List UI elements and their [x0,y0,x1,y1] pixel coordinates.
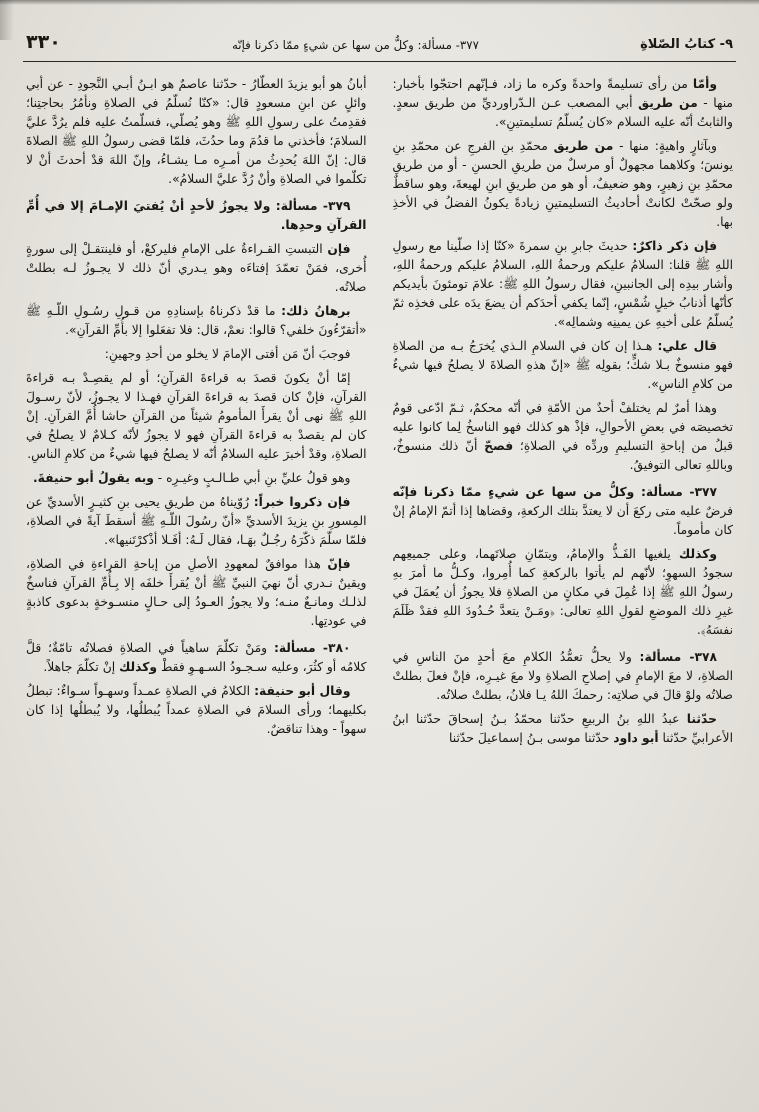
paragraph-lead: حدّثنا [686,712,717,726]
paragraph-text: ما قدْ ذكرناهُ بإسنادِهِ من قـولِ رسُـولِ اللّـهِ ﷺ «أتقرّءُونَ خلفي؟ قالوا: نعمْ، قال: فلا تفعَلوا إلا بأُمِّ القرآنِ». [26,304,367,337]
masala-379 [26,197,367,235]
paragraph-text: الكلامُ في الصلاةِ عمـداً وسهـواً سـواءٌ: تبطلُ بكليهما؛ ورأى السلامَ في الصلاةِ عمداً يُبطلُها، ولا يُبطلُها إذا كان سهواً - وهذا تناقضٌ. [26,684,367,736]
column-left [26,75,367,1096]
paragraph [393,237,734,332]
paragraph [26,469,367,488]
paragraph [393,399,734,475]
paragraph-text: إنْ تكلّمَ جاهلاً. [43,660,120,674]
scan-edge-artifact [0,0,759,5]
paragraph-bold-mid: فصحّ [484,439,514,453]
paragraph-lead: ٣٨٠- مسألة: [273,641,351,655]
paragraph [393,337,734,394]
paragraph-text: عبدُ اللهِ بنُ الربيعِ حدّثنا محمّدُ بـنُ إسحاقَ حدّثنا ابنُ الأعرابيِّ حدّثنا [392,712,733,745]
page-number: ٣٣٠ [26,31,61,53]
paragraph [26,682,367,739]
paragraph-lead: ٣٧٩- مسألة: ولا يجوزُ لأحدٍ أنْ يُفتيَ الإمـامَ إلا في أُمِّ القرآنِ وحدِها. [26,199,367,232]
paragraph-text: يلغيها الفَـذُّ والإمامُ، ويتمّانِ صلاتَهما، وعلى جميعِهم سجودُ السهوِ؛ لأنّهم لم يأتوا بالركعةِ كما أُمِروا، وكـلُّ ما أمرَ بهِ رسولُ اللهِ ﷺ إذا عُمِلَ في مكانٍ من الصلاةِ فلا يجوزُ أن يُعمَلَ في غيرِ ذلك الموضعِ لقولِ اللهِ تعالى: ﴿ومَـنْ يتعدَّ حُـدُودَ اللهِ فقدْ ظَلَمَ نفسَهُ﴾. [392,547,733,637]
running-title: ٣٧٧- مسألة: وكلُّ من سها عن شيءٍ ممّا ذكرنا فإنّه [231,38,479,52]
paragraph [26,345,367,364]
paragraph-text: إمّا أنْ يكونَ قصدَ به قراءةَ القرآنِ؛ أو لم يقصِـدْ بـه قراءةَ القرآنِ، فإنْ كان قصدَ به قراءةَ القرآنِ فهـذا لا يجـوزُ، لأنّ رسـولَ اللهِ ﷺ نهى أنْ يقرأَ المأمومُ شيئاً من القرآنِ حاشا أُمَّ القرآنِ. إنْ كان لم يقصدْ به قراءةَ القرآنِ فهو لا يجوزُ لأنّه كـلامٌ لا يصلحُ في الصلاةِ، وقدْ أخبرَ عليه السلامُ أنّه لا يصلحُ فيها شيءٌ من كلامِ الناسِ. [26,371,367,461]
paragraph-text: التبستِ القـراءةُ على الإمامِ فليركعْ، أو فلينتقـلْ إلى سورةٍ أُخرى، فمَنْ تعمّدَ إفتاءَه وهو يـدري أنّ ذلك لا يجـوزُ لـه بطلتْ صلاتُه. [26,242,367,294]
scan-smudge-artifact [0,0,14,40]
paragraph [26,369,367,464]
paragraph-lead: برهانُ ذلك: [281,304,351,318]
paragraph-lead: وقال أبو حنيفة: [254,684,351,698]
paragraph-text: ومَنْ تكلّمَ ساهياً في الصلاةِ فصلاتُه تامّةٌ؛ قلَّ كلامُه أو كثُرَ، وعليه سـجـودُ السـهـوِ فقطْ [26,641,367,674]
paragraph-text: وهو قولُ عليِّ بنِ أبي طـالـبٍ وغيـرِه - [153,471,351,485]
paragraph-text: وهذا أمرٌ لم يختلفْ أحدٌ من الأمّةِ في أنّه محكمٌ، ثـمّ ادّعى قومٌ تخصيصَه في بعضِ الأحوالِ، فإذْ هو كذلك فهو الناسخُ لِما كانوا عليه قبلُ من إباحةِ التسليمِ وردِّه في الصلاةِ؛ [392,401,733,453]
isnad-continuation-paragraph [26,75,367,189]
masala-378 [393,648,734,705]
page-content [26,75,733,1096]
paragraph [393,75,734,132]
paragraph-text: أبانُ هو أبو يزيدَ العطّارُ - حدّثنا عاصمٌ هو ابـنُ أبـي النَّجودِ - عن أبي وائلٍ عن ابنِ مسعودٍ قال: «كنّا نُسلّمُ في الصلاةِ ونأمُرُ بحاجتِنا؛ فقدِمتُ على رسولِ اللهِ ﷺ وهو يُصلّي، فسلّمتُ عليه فلم يرُدَّ عليَّ السلامَ؛ فأخذني ما قدُمَ وما حدُثَ، فلمّا قضى رسولُ اللهِ ﷺ الصلاةَ قال: إنّ اللهَ يُحدِثُ من أمـرِه مـا يشـاءُ، وإنّ اللهَ قدْ أحدثَ أنْ لا تكلّموا في الصلاةِ وأنْ رُدَّ عليَّ السلامُ». [26,77,367,186]
paragraph [393,545,734,640]
paragraph-text: أنّ ذلك منسوخٌ، وباللهِ تعالى التوفيقُ. [392,439,733,472]
paragraph-text: فرضٌ عليه متى ركعَ أن لا يعتدَّ بتلك الركعةِ، وقضاها إذا أتمّ الإمامُ إنْ كان مأموماً. [392,504,733,537]
book-title: ٩- كتابُ الصّلاةِ [640,37,733,52]
paragraph-bold-mid: أبو داود [613,731,659,745]
paragraph [26,240,367,297]
paragraph-text: محمّدِ بنِ الفرجِ عن محمّدِ بنِ يونسَ؛ وكلاهما مجهولٌ أو مرسلٌ من طريقِ الحسنِ - أو من طريقِ محمّدِ بنِ زهيرٍ، وهو ضعيفٌ، أو هو من طريقِ ابنِ لهيعةَ، وهو ساقطٌ ولو صحّتْ لكانتْ أحاديثُ التسليمتينِ زيادةً يكونُ الفضلُ في الأخذِ بها. [392,139,733,229]
paragraph-text: حدّثنا موسى بـنُ إسماعيلَ حدّثنا [449,731,614,745]
paragraph-lead: فإنّ [327,557,351,571]
paragraph [26,493,367,550]
paragraph-lead: ٣٧٧- مسألة: وكلُّ من سها عن شيءٍ ممّا ذكرنا فإنّه [392,485,717,499]
paragraph-lead: ٣٧٨- مسألة: [639,650,717,664]
isnad-paragraph [393,710,734,748]
masala-380 [26,639,367,677]
paragraph-text: هـذا إن كان في السلامِ الـذي يُخرَجُ بـه من الصلاةِ فهو منسوخٌ بـلا شكٍّ؛ بقولِه ﷺ «إنّ هذهِ الصلاةَ لا يصلحُ فيها شيءٌ من كلامِ الناسِ». [392,339,733,391]
paragraph-bold-mid: وكذلك [119,660,158,674]
paragraph-text: أبي المصعب عـن الـدّراورديِّ من طريق سعدٍ. والثابتُ أنّه عليه السلام «كان يُسلّمُ تسليمتينِ». [392,96,733,129]
burhan-paragraph [26,302,367,340]
paragraph-lead: فإن ذكر ذاكرٌ: [632,239,717,253]
paragraph-lead: فإن ذكروا خبراً: [253,495,351,509]
header-rule [23,61,736,62]
paragraph-lead: فإن [327,242,351,256]
column-right [393,75,734,1096]
page-header [26,33,733,52]
paragraph-text: فوجبَ أنّ مَن أفتى الإمامَ لا يخلو من أحدِ وجهينِ: [104,347,351,361]
paragraph-lead: وكذلك [679,547,717,561]
paragraph-bold-mid: من طريق [638,96,698,110]
paragraph-bold-mid: من طريق [553,139,614,153]
masala-377 [393,483,734,540]
paragraph [393,137,734,232]
paragraph-text: هذا موافقٌ لمعهودِ الأصلِ من إباحةِ القراءةِ في الصلاةِ، ويقينٌ نـدري أنّ نهيَ النبيِّ ﷺ أنْ يُقرأَ خلفَه إلا بِـأُمِّ القرآنِ فناسخٌ لذلـك ومانـعٌ منـه؛ ولا يجوزُ العـودُ إلى حـالٍ منسـوخةٍ بدعوى كاذبةٍ في عودتِها. [26,557,367,628]
paragraph-text: من رأى تسليمةً واحدةً وكره ما زاد، فـإنّهم احتجّوا بأخبار: منها - [392,77,734,110]
paragraph-text: رُوّيناهُ من طريقِ يحيى بنِ كثيـرٍ الأسديِّ عن المِسورِ بنِ يزيدَ الأسديِّ «أنّ رسُولَ اللّـهِ ﷺ أسقطَ آيةً في الصلاةِ، فلمّا سلّمَ ذكّرَهُ رجُـلٌ بهَـا، فقال لَـهُ: أفَـلا أذْكرْتَنيها». [26,495,367,547]
paragraph-lead: وأمّا [692,77,717,91]
paragraph-bold-mid: وبه يقولُ أبو حنيفةَ. [33,471,154,485]
paragraph-text: وبآثارٍ واهيةٍ: منها - [613,139,717,153]
paragraph-text: حديثَ جابرِ بنِ سمرةَ «كنّا إذا صلّينا مع رسولِ اللهِ ﷺ قلنا: السلامُ عليكم ورحمةُ اللهِ، السلامُ عليكم ورحمةُ اللهِ، وأشار بيدِه إلى الجانبينِ، فقال رسولُ اللهِ ﷺ: علامَ تومئونَ بأيديكم كأنّها أذنابُ خيلٍ شُمْسٍ، إنّما يكفي أحدَكم أن يضعَ يدَه على فخذِه ثمّ يُسلّمُ على أخيهِ عن يمينِه وشمالِه». [392,239,733,329]
paragraph [26,555,367,631]
paragraph-text: ولا يحلُّ تعمُّدُ الكلامِ معَ أحدٍ منَ الناسِ في الصلاةِ، لا معَ الإمامِ في إصلاحِ الصلاةِ ولا معَ غيـرِه، فإنْ فعلَ بطلتْ صلاتُه ولوْ قالَ في صلاتِه: رحمكَ اللهُ يـا فلانُ، بطلتْ صلاتُه. [392,650,733,702]
paragraph-lead: قال علي: [657,339,718,353]
